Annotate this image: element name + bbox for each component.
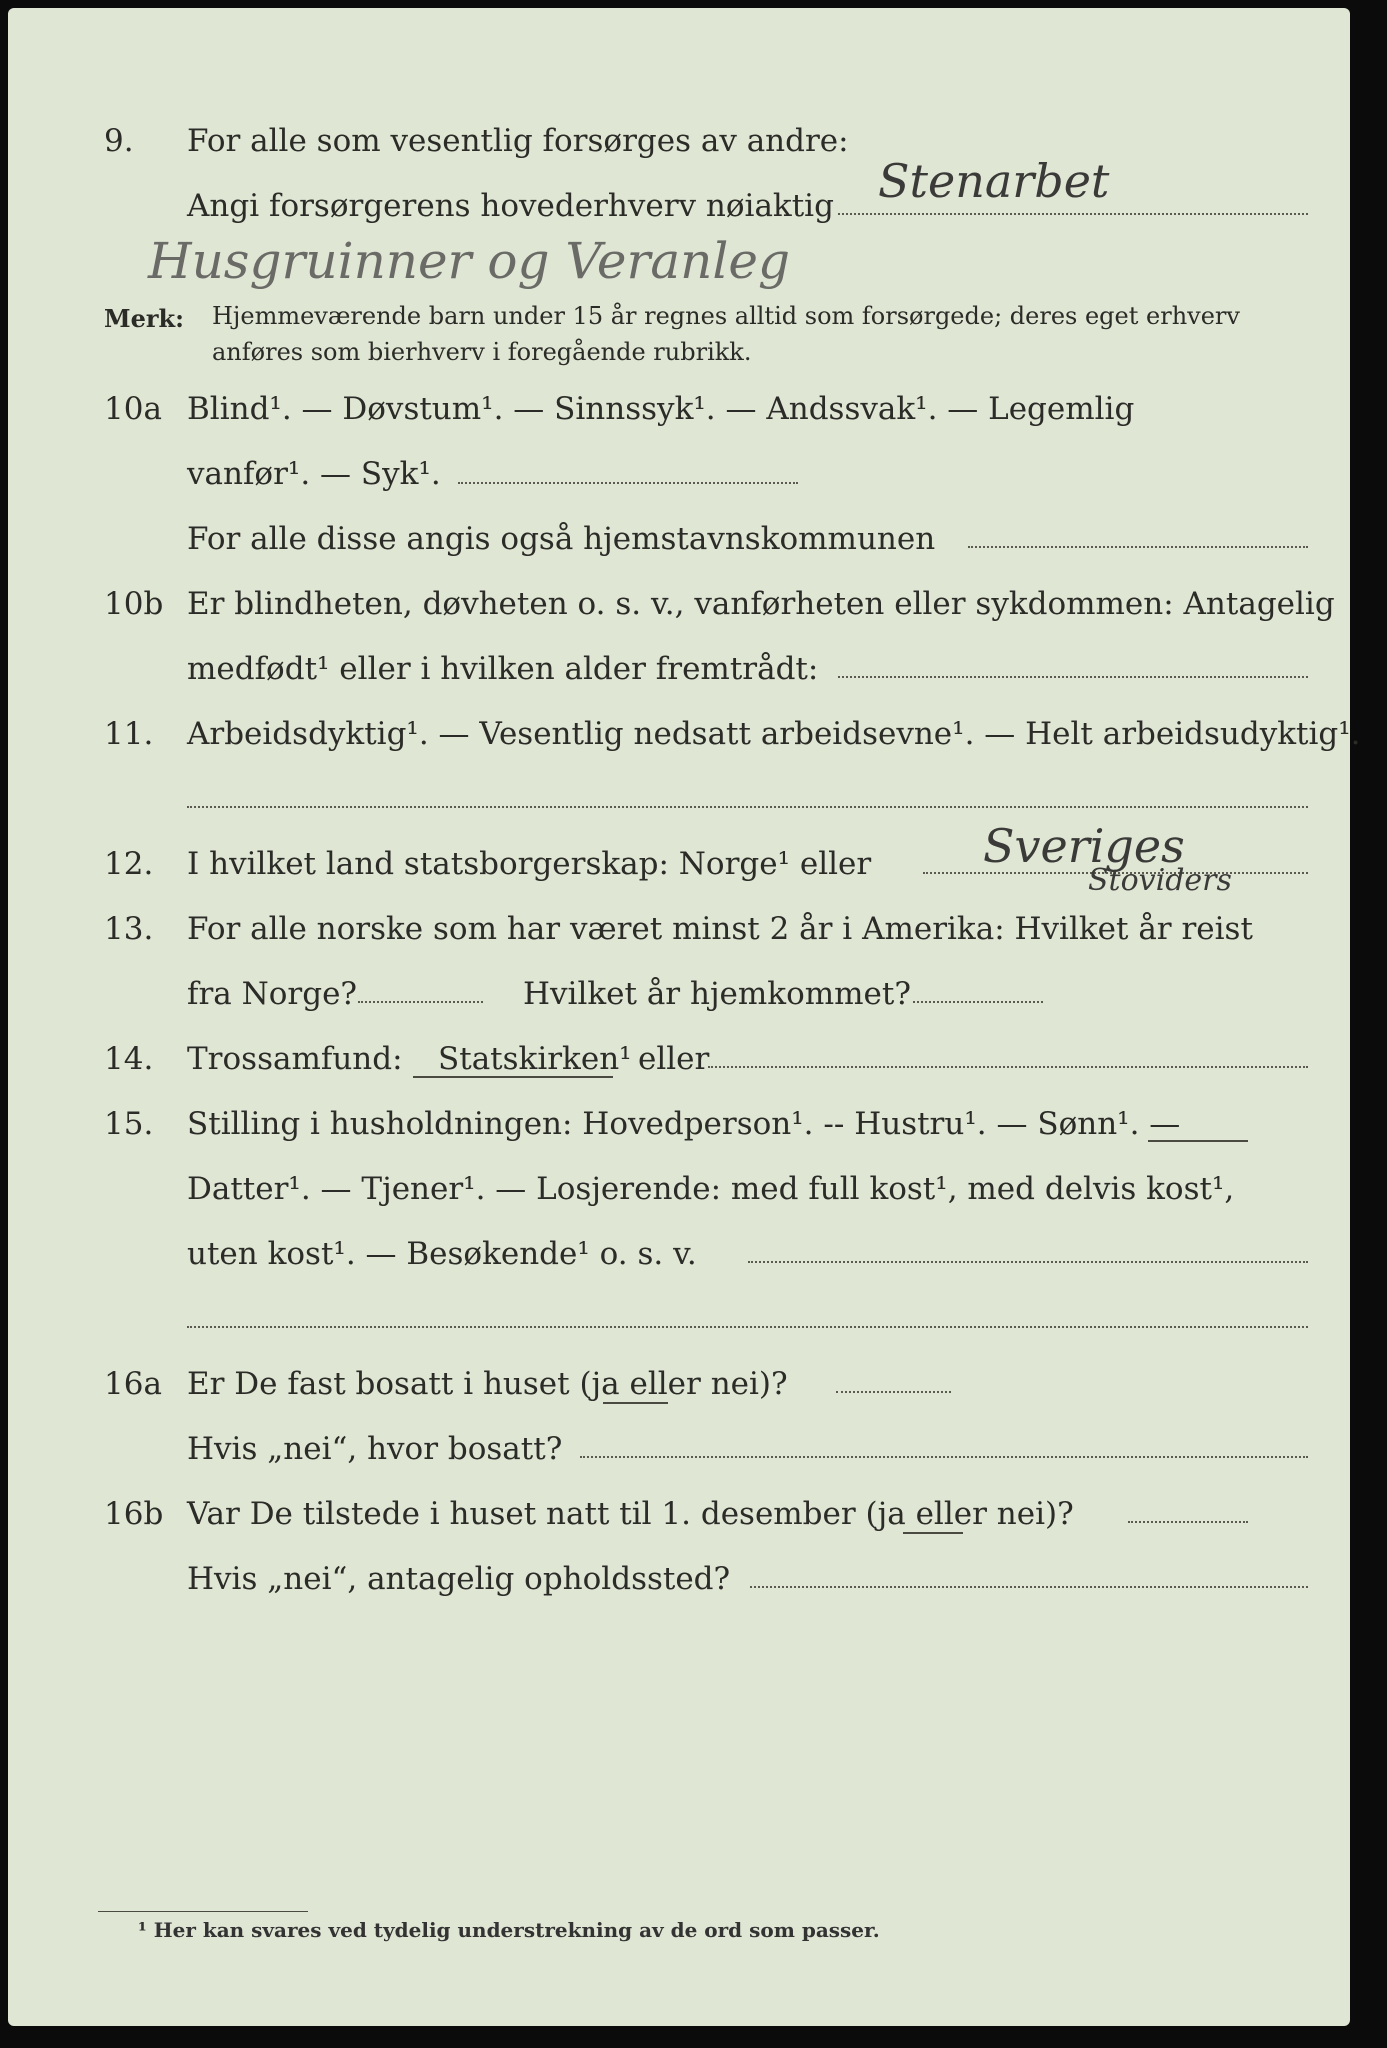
q14-eller: eller xyxy=(638,1041,710,1077)
q13-number: 13. xyxy=(104,911,154,947)
q14-number: 14. xyxy=(104,1041,154,1077)
q10a-number: 10a xyxy=(104,391,162,427)
q9-line2: Angi forsørgerens hovederhverv nøiaktig xyxy=(187,188,834,224)
q15-line1: Stilling i husholdningen: Hovedperson¹. -- Hustru¹. — Sønn¹. — xyxy=(187,1106,1181,1142)
merk-label: Merk: xyxy=(104,304,184,333)
q15-line2: Datter¹. — Tjener¹. — Losjerende: med full kost¹, med delvis kost¹, xyxy=(187,1171,1235,1207)
q9-handwritten-line2: Husgruinner og Veranleg xyxy=(148,232,790,290)
q11-answer-line xyxy=(187,806,1308,808)
q16b-line2: Hvis „nei“, antagelig opholdssted? xyxy=(187,1561,731,1597)
q12-handwritten-country: Sveriges xyxy=(983,819,1185,873)
q11-number: 11. xyxy=(104,716,154,752)
q15-sonn-underline xyxy=(1148,1140,1248,1142)
q13-line2a: fra Norge? xyxy=(187,976,358,1012)
q14-label: Trossamfund: xyxy=(187,1041,403,1077)
footnote-rule xyxy=(98,1911,308,1912)
q15-extra-answer-line xyxy=(187,1326,1308,1328)
q15-line3: uten kost¹. — Besøkende¹ o. s. v. xyxy=(187,1236,697,1272)
q16a-ja-underline xyxy=(603,1402,668,1404)
q10a-line2-answer xyxy=(458,482,798,484)
footnote: ¹ Her kan svares ved tydelig understrekning av de ord som passer. xyxy=(138,1918,880,1942)
q13-reist-answer xyxy=(358,1001,483,1003)
q14-statskirken-underline xyxy=(413,1076,613,1078)
q16a-number: 16a xyxy=(104,1366,162,1402)
q9-number: 9. xyxy=(104,123,134,159)
q10a-line3: For alle disse angis også hjemstavnskommunen xyxy=(187,521,936,557)
q10a-line3-answer xyxy=(968,546,1308,548)
q14-statskirken: Statskirken¹ xyxy=(438,1041,632,1077)
q13-line2b: Hvilket år hjemkommet? xyxy=(523,976,911,1012)
q16a-line2: Hvis „nei“, hvor bosatt? xyxy=(187,1431,563,1467)
q16a-line1: Er De fast bosatt i huset (ja eller nei)? xyxy=(187,1366,788,1402)
q16a-bosatt-answer xyxy=(580,1456,1308,1458)
q16b-opholdssted-answer xyxy=(750,1586,1308,1588)
q13-hjemkommet-answer xyxy=(913,1001,1043,1003)
q16b-line1: Var De tilstede i huset natt til 1. desember (ja eller nei)? xyxy=(187,1496,1074,1532)
q9-answer-line xyxy=(838,213,1308,215)
q9-line1: For alle som vesentlig forsørges av andre: xyxy=(187,123,849,159)
q11-line1: Arbeidsdyktig¹. — Vesentlig nedsatt arbeidsevne¹. — Helt arbeidsudyktig¹. xyxy=(187,716,1361,752)
q9-handwritten-occupation: Stenarbet xyxy=(878,154,1110,208)
q13-line1: For alle norske som har været minst 2 år i Amerika: Hvilket år reist xyxy=(187,911,1253,947)
q12-handwritten-note: Stoviders xyxy=(1088,863,1232,898)
q10b-line1: Er blindheten, døvheten o. s. v., vanførheten eller sykdommen: Antagelig xyxy=(187,586,1335,622)
q16b-answer xyxy=(1128,1521,1248,1523)
merk-line1: Hjemmeværende barn under 15 år regnes alltid som forsørgede; deres eget erhverv xyxy=(212,302,1240,330)
q14-answer-line xyxy=(708,1066,1308,1068)
q16a-answer xyxy=(836,1391,951,1393)
q16b-number: 16b xyxy=(104,1496,164,1532)
census-form-sheet xyxy=(8,8,1361,2026)
q10b-line2: medfødt¹ eller i hvilken alder fremtrådt: xyxy=(187,651,819,687)
q10a-line2: vanfør¹. — Syk¹. xyxy=(187,456,441,492)
q15-line3-answer xyxy=(748,1261,1308,1263)
q16b-ja-underline xyxy=(903,1532,963,1534)
merk-line2: anføres som bierhverv i foregående rubrikk. xyxy=(212,338,752,366)
q15-number: 15. xyxy=(104,1106,154,1142)
q10b-answer-line xyxy=(838,676,1308,678)
q10b-number: 10b xyxy=(104,586,164,622)
q12-line1: I hvilket land statsborgerskap: Norge¹ eller xyxy=(187,846,872,882)
q12-number: 12. xyxy=(104,846,154,882)
q10a-line1: Blind¹. — Døvstum¹. — Sinnssyk¹. — Andssvak¹. — Legemlig xyxy=(187,391,1135,427)
